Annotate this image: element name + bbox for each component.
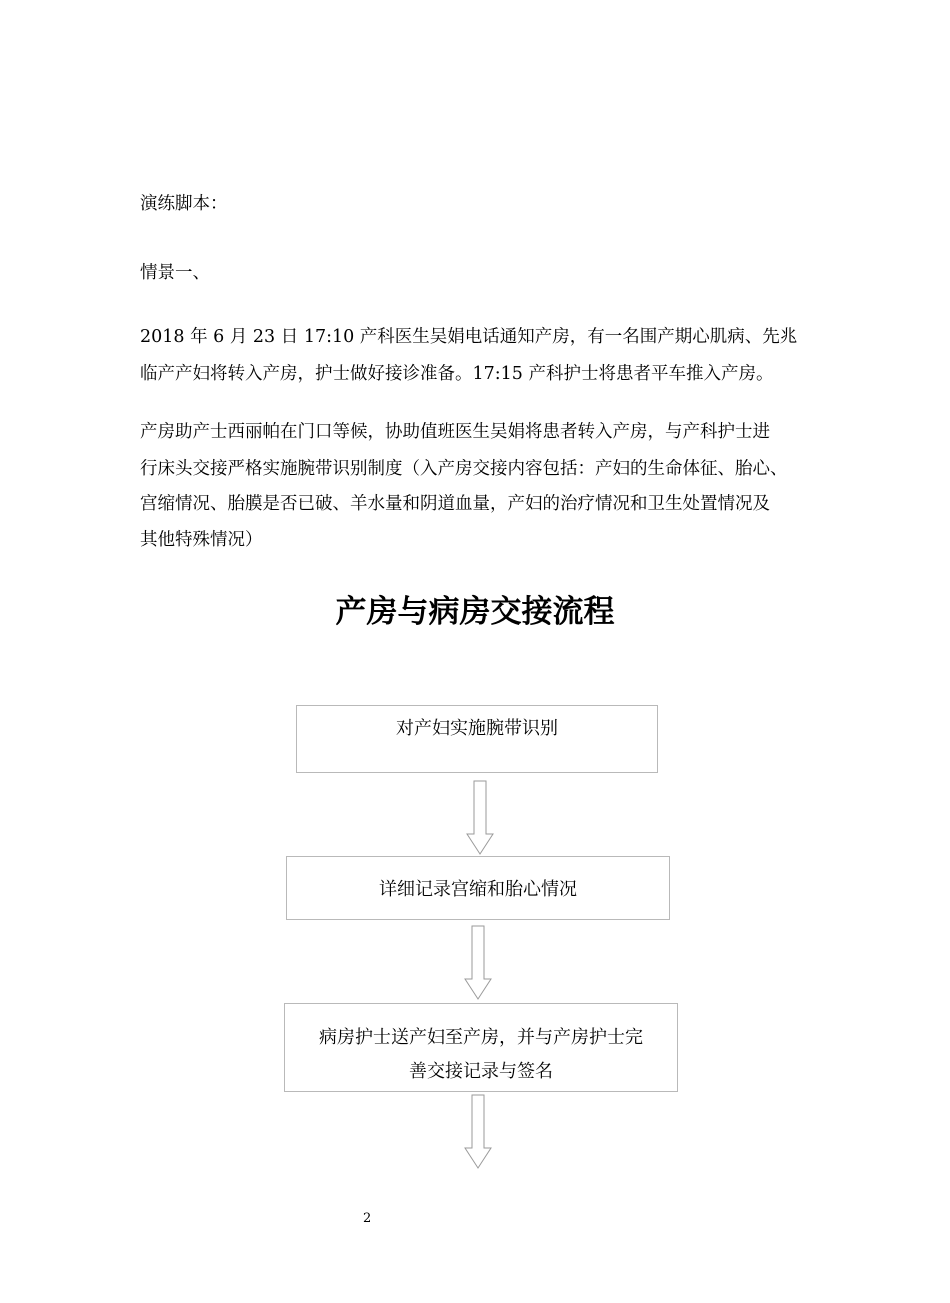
down-arrow-icon bbox=[464, 925, 492, 1001]
paragraph-2-line: 产房助产士西丽帕在门口等候，协助值班医生吴娟将患者转入产房，与产科护士进 bbox=[140, 422, 770, 442]
flow-step-3-text-2: 善交接记录与签名 bbox=[409, 1061, 553, 1082]
flow-step-1-text: 对产妇实施腕带识别 bbox=[396, 718, 558, 739]
down-arrow-icon bbox=[466, 780, 494, 856]
document-heading: 演练脚本： bbox=[140, 194, 228, 214]
paragraph-2-line: 其他特殊情况） bbox=[140, 530, 263, 550]
page-number: 2 bbox=[363, 1211, 372, 1226]
flow-step-3-text: 病房护士送产妇至产房，并与产房护士完 bbox=[319, 1027, 643, 1048]
flow-step-3 bbox=[284, 1003, 678, 1092]
flowchart-title: 产房与病房交接流程 bbox=[335, 594, 615, 630]
paragraph-1-line: 2018 年 6 月 23 日 17:10 产科医生吴娟电话通知产房，有一名围产期心肌病、先兆 bbox=[140, 327, 798, 347]
paragraph-1-line: 临产产妇将转入产房，护士做好接诊准备。17:15 产科护士将患者平车推入产房。 bbox=[140, 364, 774, 384]
flow-step-2 bbox=[286, 856, 670, 920]
scene-label: 情景一、 bbox=[140, 263, 210, 283]
flow-step-1 bbox=[296, 705, 658, 773]
down-arrow-icon bbox=[464, 1094, 492, 1170]
flow-step-2-text: 详细记录宫缩和胎心情况 bbox=[379, 879, 577, 900]
paragraph-2-line: 行床头交接严格实施腕带识别制度（入产房交接内容包括：产妇的生命体征、胎心、 bbox=[140, 459, 788, 479]
paragraph-2-line: 宫缩情况、胎膜是否已破、羊水量和阴道血量，产妇的治疗情况和卫生处置情况及 bbox=[140, 494, 770, 514]
